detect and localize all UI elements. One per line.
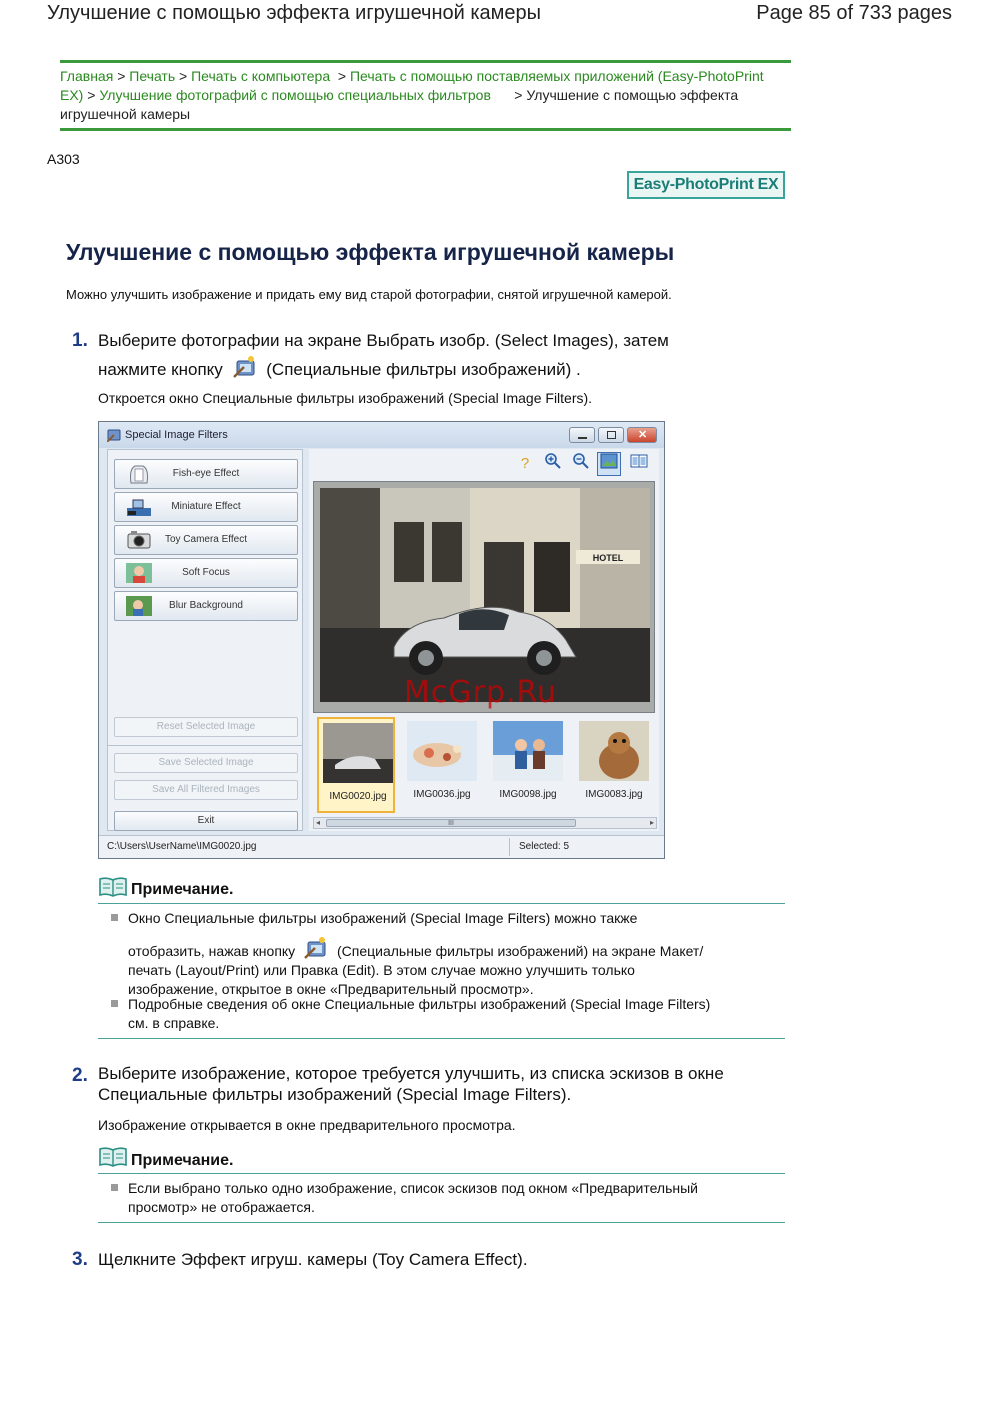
hotel-sign: HOTEL [592,553,624,563]
miniature-icon [125,496,153,518]
status-bar [99,835,664,858]
step-1-line-1: Выберите фотографии на экране Выбрать изобр. (Select Images), затем [98,331,669,350]
close-button[interactable] [627,427,657,443]
thumbnail-3-image [493,721,563,781]
thumbnail-4-image [579,721,649,781]
toy-camera-effect-label: Toy Camera Effect [164,534,248,545]
note-2-top-rule [98,1173,785,1174]
preview-image [313,481,655,713]
zoom-in-icon[interactable] [541,452,565,476]
step-2-line-1: Выберите изображение, которое требуется улучшить, из списка эскизов в окне [98,1064,724,1083]
scroll-left-icon[interactable]: ◂ [316,818,321,827]
step-1-line-2 [98,355,778,384]
step-2-text [98,1063,788,1105]
step-1-subtext: Откроется окно Специальные фильтры изображений (Special Image Filters). [98,390,593,406]
intro-text: Можно улучшить изображение и придать ему вид старой фотографии, снятой игрушечной камерой. [66,287,672,302]
step-3-text: Щелкните Эффект игруш. камеры (Toy Camera Effect). [98,1250,528,1269]
zoom-out-icon[interactable] [569,452,593,476]
exit-button[interactable]: Exit [114,811,298,831]
soft-focus-button[interactable] [114,558,298,588]
breadcrumb-link-home[interactable]: Главная [60,68,114,84]
status-divider [509,838,510,856]
save-all-filtered-images-button[interactable]: Save All Filtered Images [114,780,298,800]
blur-background-label: Blur Background [169,600,243,611]
blur-background-button[interactable] [114,591,298,621]
watermark: McGrp.Ru [404,675,558,710]
note-bullet [111,1184,118,1191]
soft-focus-icon [125,562,153,584]
window-title: Special Image Filters [125,429,228,441]
save-selected-image-button[interactable]: Save Selected Image [114,753,298,773]
thumbnail-4-caption: IMG0083.jpg [585,789,643,800]
thumbnail-2[interactable] [403,717,481,813]
special-image-filters-window [98,421,665,859]
breadcrumb-link-special-filters[interactable]: Улучшение фотографий с помощью специальных фильтров [99,87,491,103]
step-1-number: 1. [72,330,88,351]
special-image-filters-icon [232,355,258,379]
app-icon [107,428,121,442]
filters-panel [107,449,303,831]
note-1-item-2-line-1: Подробные сведения об окне Специальные фильтры изображений (Special Image Filters) [128,996,711,1012]
breadcrumb-separator: > [337,68,347,84]
note-1-top-rule [98,903,785,904]
note-1-item-2 [128,995,778,1033]
step-2-subtext: Изображение открывается в окне предварительного просмотра. [98,1117,516,1133]
panel-divider [108,745,302,746]
thumbnail-2-caption: IMG0036.jpg [413,789,471,800]
note-2-item-1-line-1: Если выбрано только одно изображение, список эскизов под окном «Предварительный [128,1180,698,1196]
breadcrumb-link-print[interactable]: Печать [129,68,176,84]
scrollbar-thumb[interactable]: III [326,819,576,827]
special-image-filters-icon [303,936,329,960]
note-1-bottom-rule [98,1038,785,1039]
scroll-right-icon[interactable]: ▸ [649,818,654,827]
page-title: Улучшение с помощью эффекта игрушечной камеры [66,239,675,265]
document-code: A303 [47,151,80,167]
note-book-icon [99,1147,127,1167]
breadcrumb-separator: > [179,68,188,84]
page-counter: Page 85 of 733 pages [756,2,952,24]
thumbnail-4[interactable] [575,717,655,813]
breadcrumb-link-print-from-computer[interactable]: Печать с компьютера [191,68,331,84]
close-icon: ✕ [638,429,648,441]
minimize-button[interactable] [569,427,595,443]
note-1-item-1-line-4: изображение, открытое в окне «Предварительный просмотр». [128,981,534,997]
breadcrumb-link-easy-photoprint[interactable]: Печать с помощью поставляемых приложений (Easy-PhotoPrint EX) [60,68,764,103]
thumbnail-scrollbar[interactable] [313,817,657,829]
reset-selected-image-button[interactable]: Reset Selected Image [114,717,298,737]
step-2-number: 2. [72,1065,88,1086]
breadcrumb-top-rule [60,60,791,63]
note-1-item-1-line-2 [128,936,778,961]
breadcrumb [60,67,790,124]
note-1-item-1-line-3: печать (Layout/Print) или Правка (Edit). В этом случае можно улучшить только [128,962,635,978]
step-1-line-2b: (Специальные фильтры изображений) . [266,360,581,379]
thumbnail-1[interactable] [317,717,395,813]
note-1-item-1-line-2b: (Специальные фильтры изображений) на экране Макет/ [336,943,704,959]
miniature-effect-label: Miniature Effect [171,501,241,512]
note-book-icon [99,877,127,897]
single-view-icon[interactable] [597,452,621,476]
note-2-item-1-line-2: просмотр» не отображается. [128,1199,315,1215]
preview-panel [309,449,659,831]
breadcrumb-separator: > [117,68,126,84]
soft-focus-label: Soft Focus [182,567,230,578]
help-icon[interactable]: ? [520,455,530,472]
thumbnail-3[interactable] [489,717,567,813]
note-2-bottom-rule [98,1222,785,1223]
step-1-text [98,326,778,384]
breadcrumb-current: Улучшение с помощью эффекта игрушечной камеры [60,87,739,122]
window-title-bar [99,422,664,448]
breadcrumb-separator: > [87,87,96,103]
thumbnail-1-image [323,723,393,783]
miniature-effect-button[interactable] [114,492,298,522]
note-1-item-1 [128,909,778,999]
note-1-item-2-line-2: см. в справке. [128,1015,220,1031]
note-bullet [111,914,118,921]
step-1-line-2a: нажмите кнопку [98,360,223,379]
note-1-title: Примечание. [131,881,234,898]
fish-eye-icon [125,463,153,485]
note-1-item-1-line-1: Окно Специальные фильтры изображений (Special Image Filters) можно также [128,910,638,926]
fish-eye-effect-label: Fish-eye Effect [172,468,240,479]
status-selected-count: Selected: 5 [519,841,570,852]
compare-view-icon[interactable] [627,452,651,476]
step-2-line-2: Специальные фильтры изображений (Special Image Filters). [98,1085,572,1104]
maximize-button[interactable] [598,427,624,443]
step-3-number: 3. [72,1249,88,1270]
note-1-item-1-line-2a: отобразить, нажав кнопку [128,943,296,959]
fish-eye-effect-button[interactable] [114,459,298,489]
note-bullet [111,1000,118,1007]
toy-camera-icon [125,529,153,551]
thumbnail-1-caption: IMG0020.jpg [329,791,387,802]
note-2-title: Примечание. [131,1152,234,1169]
blur-background-icon [125,595,153,617]
page-header-title: Улучшение с помощью эффекта игрушечной камеры [47,2,542,24]
breadcrumb-bottom-rule [60,128,791,131]
thumbnail-3-caption: IMG0098.jpg [499,789,557,800]
note-2-item-1 [128,1179,778,1217]
breadcrumb-separator: > [514,87,523,103]
status-path: C:\Users\UserName\IMG0020.jpg [107,841,257,852]
toy-camera-effect-button[interactable] [114,525,298,555]
easy-photoprint-logo: Easy-PhotoPrint EX [627,171,785,199]
thumbnail-2-image [407,721,477,781]
